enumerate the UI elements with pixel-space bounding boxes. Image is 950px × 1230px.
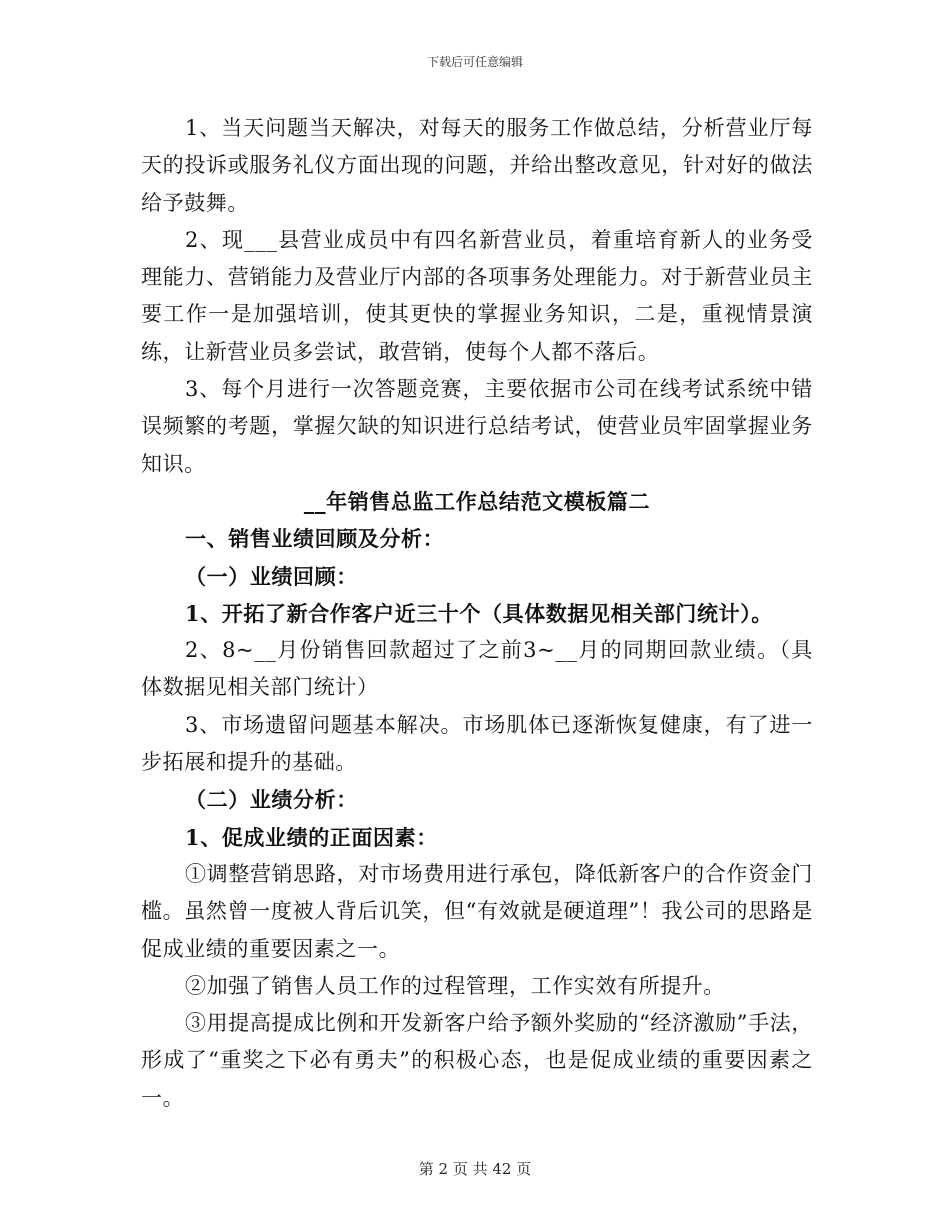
heading-1-2: （二）业绩分析：	[185, 787, 358, 813]
factor-item-1: ①调整营销思路，对市场费用进行承包，降低新客户的合作资金门槛。虽然曾一度被人背后讥笑，但“有效就是硬道理”！我公司的思路是促成业绩的重要因素之一。	[141, 861, 813, 961]
paragraph-3: 3、每个月进行一次答题竞赛，主要依据市公司在线考试系统中错误频繁的考题，掌握欠缺的知识进行总结考试，使营业员牢固掌握业务知识。	[141, 377, 813, 476]
achievement-item-2: 2、8~__月份销售回款超过了之前3~__月的同期回款业绩。（具体数据见相关部门统计）	[141, 638, 813, 700]
paragraph-1: 1、当天问题当天解决，对每天的服务工作做总结，分析营业厅每天的投诉或服务礼仪方面出现的问题，并给出整改意见，针对好的做法给予鼓舞。	[141, 116, 813, 215]
page-header: 下载后可任意编辑	[426, 55, 523, 69]
heading-1-2-1: 1、促成业绩的正面因素：	[185, 824, 438, 850]
document-body	[141, 110, 813, 1117]
factor-item-2: ②加强了销售人员工作的过程管理，工作实效有所提升。	[185, 973, 725, 998]
section-title: __年销售总监工作总结范文模板篇二	[303, 488, 651, 514]
factor-item-3: ③用提高提成比例和开发新客户给予额外奖励的“经济激励”手法，形成了“重奖之下必有勇夫”的积极心态，也是促成业绩的重要因素之一。	[141, 1011, 813, 1110]
heading-1: 一、销售业绩回顾及分析：	[185, 526, 445, 552]
heading-1-1: （一）业绩回顾：	[185, 563, 358, 589]
achievement-item-1: 1、开拓了新合作客户近三十个（具体数据见相关部门统计）。	[185, 600, 773, 626]
page-footer: 第 2 页 共 42 页	[418, 1160, 532, 1178]
paragraph-2: 2、现___县营业成员中有四名新营业员，着重培育新人的业务受理能力、营销能力及营业厅内部的各项事务处理能力。对于新营业员主要工作一是加强培训，使其更快的掌握业务知识，二是，重视情景演练，让新营业员多尝试，敢营销，使每个人都不落后。	[141, 227, 813, 364]
achievement-item-3: 3、市场遗留问题基本解决。市场肌体已逐渐恢复健康，有了进一步拓展和提升的基础。	[141, 712, 813, 775]
